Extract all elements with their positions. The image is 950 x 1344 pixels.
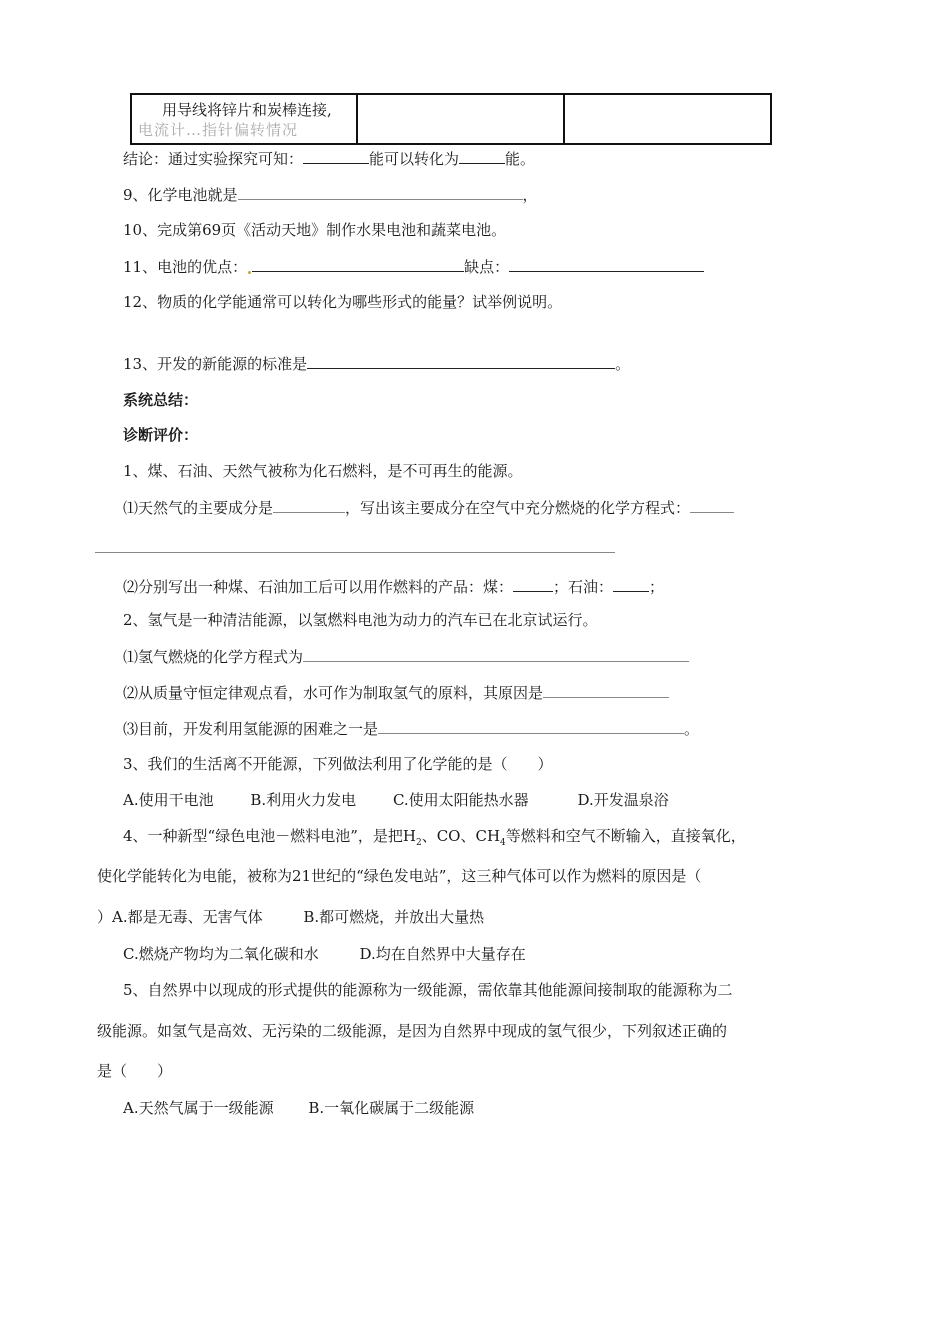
- evaluation-question-5-line-3: 是（ ）: [97, 1062, 173, 1080]
- stray-dot-mark: [248, 271, 251, 274]
- option-a[interactable]: A.使用干电池: [123, 791, 214, 809]
- question-12: 12、物质的化学能通常可以转化为哪些形式的能量？试举例说明。: [123, 293, 563, 311]
- evaluation-question-3: 3、我们的生活离不开能源，下列做法利用了化学能的是（ ）: [123, 755, 553, 773]
- table-cell: [564, 94, 771, 144]
- answer-blank[interactable]: [273, 497, 345, 513]
- evaluation-question-4-line-3: [97, 907, 484, 927]
- evaluation-question-4-line-1: 4、一种新型“绿色电池－燃料电池”，是把$H_2$、CO、$CH_4$等燃料和空气不断输入，直接氧化，: [123, 827, 746, 848]
- answer-blank[interactable]: [307, 353, 615, 369]
- option-a[interactable]: ）A.都是无毒、无害气体: [97, 908, 263, 926]
- answer-line[interactable]: [95, 552, 615, 553]
- table-cell: [357, 94, 564, 144]
- table-cell-text: 用导线将锌片和炭棒连接,: [162, 101, 332, 119]
- option-b[interactable]: B.利用火力发电: [250, 791, 357, 809]
- option-b[interactable]: B.一氧化碳属于二级能源: [308, 1099, 475, 1117]
- evaluation-question-2-part-2: ⑵从质量守恒定律观点看，水可作为制取氢气的原料，其原因是: [123, 682, 669, 703]
- section-heading-summary: 系统总结：: [123, 391, 199, 409]
- section-heading-evaluation: 诊断评价：: [123, 426, 199, 444]
- question-3-options: [123, 790, 669, 810]
- question-11: 11、电池的优点： 缺点：: [123, 256, 704, 277]
- option-d[interactable]: D.均在自然界中大量存在: [359, 945, 526, 963]
- evaluation-question-1-part-2: ⑵分别写出一种煤、石油加工后可以用作燃料的产品：煤： ；石油： ；: [123, 578, 665, 596]
- answer-blank[interactable]: [459, 148, 505, 164]
- evaluation-question-2-part-3: ⑶目前，开发利用氢能源的困难之一是 。: [123, 720, 700, 738]
- answer-blank[interactable]: [613, 576, 649, 592]
- question-9: 9、化学电池就是 ，: [123, 186, 538, 204]
- option-c[interactable]: C.使用太阳能热水器: [392, 791, 529, 809]
- option-c[interactable]: C.燃烧产物均为二氧化碳和水: [123, 945, 319, 963]
- option-b[interactable]: B.都可燃烧，并放出大量热: [303, 908, 485, 926]
- evaluation-question-1: 1、煤、石油、天然气被称为化石燃料，是不可再生的能源。: [123, 462, 523, 480]
- table-cell-overflow-text: 电流计…指针偏转情况: [138, 121, 299, 139]
- evaluation-question-5-line-1: 5、自然界中以现成的形式提供的能源称为一级能源，需依靠其他能源间接制取的能源称为二: [123, 981, 733, 999]
- experiment-table: [130, 93, 772, 145]
- evaluation-question-1-part-1: ⑴天然气的主要成分是 ，写出该主要成分在空气中充分燃烧的化学方程式：: [123, 497, 734, 518]
- table-cell: [131, 94, 357, 144]
- evaluation-question-5-line-2: 级能源。如氢气是高效、无污染的二级能源，是因为自然界中现成的氢气很少，下列叙述正确的: [97, 1022, 728, 1040]
- option-d[interactable]: D.开发温泉浴: [577, 791, 669, 809]
- answer-blank[interactable]: [543, 682, 669, 698]
- answer-blank[interactable]: [509, 256, 704, 272]
- answer-blank[interactable]: [303, 646, 689, 662]
- answer-blank[interactable]: [252, 256, 464, 272]
- answer-blank[interactable]: [303, 148, 369, 164]
- question-10: 10、完成第69页《活动天地》制作水果电池和蔬菜电池。: [123, 221, 507, 239]
- question-13: 13、开发的新能源的标准是 。: [123, 355, 631, 373]
- answer-blank[interactable]: [238, 184, 523, 200]
- answer-blank[interactable]: [378, 718, 684, 734]
- question-5-options: [123, 1098, 474, 1118]
- option-a[interactable]: A.天然气属于一级能源: [123, 1099, 274, 1117]
- evaluation-question-2: 2、氢气是一种清洁能源，以氢燃料电池为动力的汽车已在北京试运行。: [123, 611, 598, 629]
- question-4-options: [123, 944, 526, 964]
- answer-blank[interactable]: [513, 576, 553, 592]
- conclusion-line: 结论：通过实验探究可知： 能可以转化为 能。: [123, 150, 536, 168]
- evaluation-question-4-line-2: 使化学能转化为电能，被称为21世纪的“绿色发电站”，这三种气体可以作为燃料的原因是（: [97, 867, 702, 885]
- evaluation-question-2-part-1: ⑴氢气燃烧的化学方程式为: [123, 646, 689, 667]
- table-row: [131, 94, 771, 144]
- answer-blank[interactable]: [690, 497, 734, 513]
